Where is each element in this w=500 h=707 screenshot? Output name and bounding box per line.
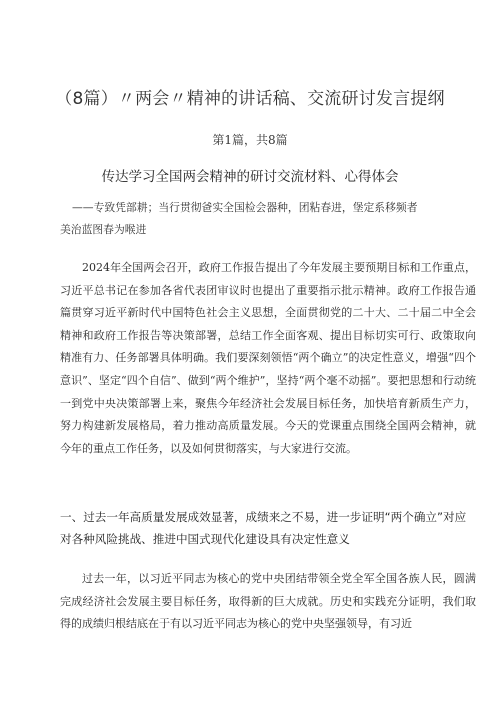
- subtitle-line-1: ——专致凭部耕；当行贯彻爸实全国检会器种，团粘春进，堡定系移频者: [72, 201, 418, 214]
- part-label: 第1篇，共8篇: [212, 133, 288, 147]
- section-heading-1: 一、过去一年高质量发展成效显著，成绩来之不易，进一步证明“两个确立”对应对各种风险挑战、推进中国式现代化建设具有决定性意义: [60, 510, 467, 546]
- body-paragraph-2: 过去一年，以习近平同志为核心的党中央团结带领全党全军全国各族人民，圆满完成经济社会发展主要目标任务，取得新的巨大成就。历史和实践充分证明，我们取得的成绩归根结底在于有以习近平同志为核心的党中央坚强领导，有习近: [60, 572, 476, 631]
- subtitle-line-2: 美治蓝图春为喉进: [60, 223, 147, 236]
- article-subtitle: [60, 197, 480, 241]
- article-title: 传达学习全国两会精神的研讨交流材料、心得体会: [101, 169, 399, 185]
- document-title: （8篇）〃两会〃精神的讲话稿、交流研讨发言提纲: [55, 89, 445, 109]
- body-paragraph-1: 2024年全国两会召开，政府工作报告提出了今年发展主要预期目标和工作重点，习近平总书记在参加各省代表团审议时也提出了重要指示批示精神。政府工作报告通篇贯穿习近平新时代中国特色社会主义思想，全面贯彻党的二十大、二十届二中全会精神和政府工作报告等决策部署，总结工作全面客观、提出目标切实可行、政策取向精准有力、任务部署具体明确。我们要深刻领悟“两个确立”的决定性意义，增强“四个意识”、坚定“四个自信”、做到“两个维护”，坚持“两个毫不动摇”。要把思想和行动统一到党中央决策部署上来，聚焦今年经济社会发展目标任务，加快培育新质生产力，努力构建新发展格局，着力推动高质量发展。今天的党课重点围绕全国两会精神，就今年的重点工作任务，以及如何贯彻落实，与大家进行交流。: [60, 261, 476, 455]
